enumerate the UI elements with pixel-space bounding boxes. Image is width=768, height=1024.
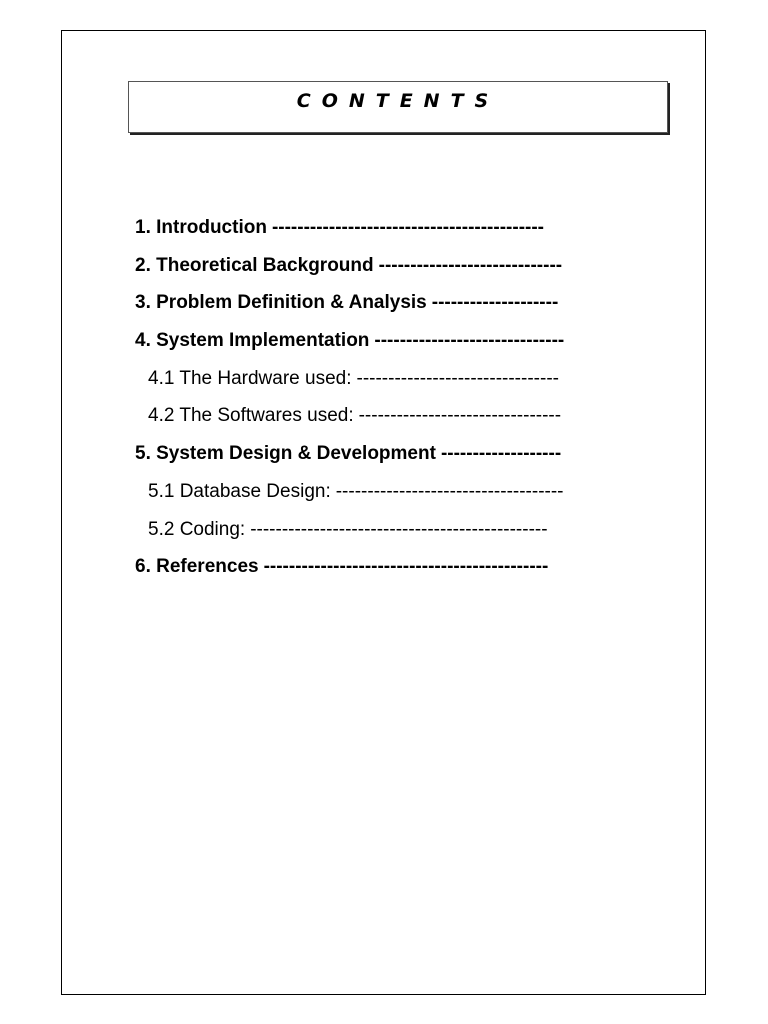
toc-entry-database-design [135, 481, 615, 519]
contents-title-box [128, 81, 668, 133]
toc-entry-coding [135, 519, 615, 557]
toc-label: 5. System Design & Development [135, 443, 441, 464]
toc-leader: ------------------- [440, 443, 562, 465]
toc-label: 5.2 Coding: [148, 519, 250, 540]
toc-leader: ----------------------------------------------- [250, 518, 548, 540]
toc-label: 4.2 The Softwares used: [148, 405, 359, 426]
toc-entry-introduction [135, 217, 615, 255]
toc-leader: -------------------- [431, 292, 559, 314]
toc-entry-system-implementation [135, 330, 615, 368]
toc-leader: ----------------------------- [378, 254, 563, 276]
toc-entry-references [135, 556, 615, 594]
toc-label: 4. System Implementation [135, 330, 374, 351]
toc-entry-system-design [135, 443, 615, 481]
table-of-contents [135, 217, 615, 594]
toc-entry-theoretical-background [135, 255, 615, 293]
document-page [61, 30, 706, 995]
page-title: CONTENTS [296, 90, 500, 112]
toc-leader: --------------------------------------------- [263, 556, 549, 578]
toc-leader: -------------------------------- [358, 405, 562, 427]
toc-leader: ------------------------------ [374, 330, 565, 352]
toc-entry-softwares-used [135, 405, 615, 443]
toc-label: 4.1 The Hardware used: [148, 368, 357, 389]
toc-entry-hardware-used [135, 368, 615, 406]
toc-label: 1. Introduction [135, 217, 272, 238]
toc-entry-problem-definition [135, 292, 615, 330]
toc-label: 6. References [135, 556, 264, 577]
toc-leader: ------------------------------------------- [271, 217, 545, 238]
toc-label: 3. Problem Definition & Analysis [135, 292, 432, 313]
toc-leader: ------------------------------------ [335, 480, 564, 502]
toc-leader: -------------------------------- [356, 367, 559, 389]
toc-label: 5.1 Database Design: [148, 481, 336, 502]
toc-label: 2. Theoretical Background [135, 255, 379, 276]
